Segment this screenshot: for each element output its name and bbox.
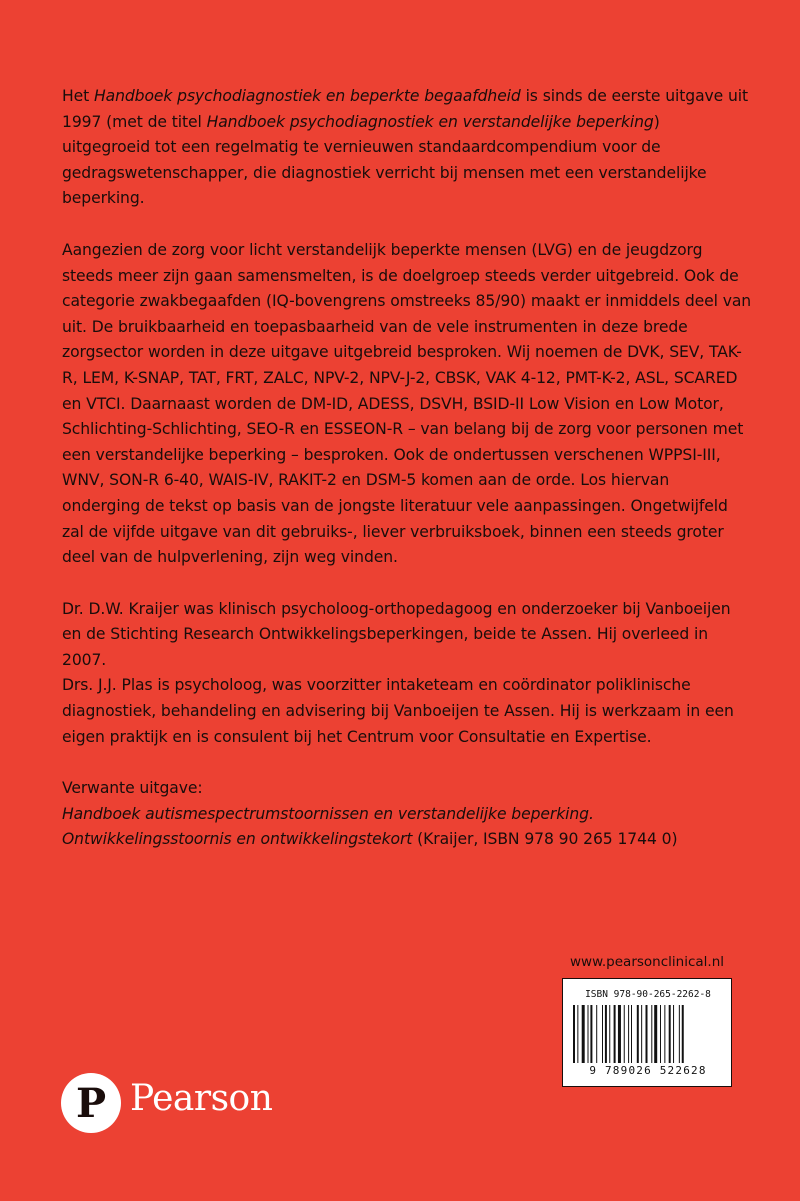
intro-text-c: ) uitgegroeid tot een regelmatig te vernieuwen standaardcompendium voor de gedragswetenschapper, die diagnostiek verricht bij mensen met een verstandelijke beperking. [62,112,707,208]
publisher-name: Pearson [130,1078,273,1119]
back-cover-text [62,84,752,879]
barcode-bar [624,1005,625,1063]
related-title-line2: Ontwikkelingsstoornis en ontwikkelingstekort [62,830,413,849]
barcode-bar [614,1005,616,1063]
barcode-bar [664,1005,665,1063]
barcode-bar [609,1005,610,1063]
intro-paragraph-2: Aangezien de zorg voor licht verstandelijk beperkte mensen (LVG) en de jeugdzorg steeds meer zijn gaan samensmelten, is de doelgroep steeds verder uitgebreid. Ook de categorie zwakbegaafden (IQ-bovengrens omstreeks 85/90) maakt er inmiddels deel van uit. De bruikbaarheid en toepasbaarheid van de vele instrumenten in deze brede zorgsector worden in deze uitgave uitgebreid besproken. Wij noemen de DVK, SEV, TAK-R, LEM, K-SNAP, TAT, FRT, ZALC, NPV-2, NPV-J-2, CBSK, VAK 4-12, PMT-K-2, ASL, SCARED en VTCI. Daarnaast worden de DM-ID, ADESS, DSVH, BSID-II Low Vision en Low Motor, Schlichting-Schlichting, SEO-R en ESSEON-R – van belang bij de zorg voor personen met een verstandelijke beperking – besproken. Ook de ondertussen verschenen WPPSI-III, WNV, SON-R 6-40, WAIS-IV, RAKIT-2 en DSM-5 komen aan de orde. Los hiervan onderging de tekst op basis van de jongste literatuur vele aanpassingen. Ongetwijfeld zal de vijfde uitgave van dit gebruiks-, liever verbruiksboek, binnen een steeds groter deel van de hulpverlening, zijn weg vinden. [62,240,752,567]
author-bio-kraijer: Dr. D.W. Kraijer was klinisch psycholoog-orthopedagoog en onderzoeker bij Vanboeijen en de Stichting Research Ontwikkelingsbeperkingen, beide te Assen. Hij overleed in 2007. [62,599,731,669]
barcode-bar [654,1005,657,1063]
intro-text-a: Het [62,87,94,105]
publisher-website[interactable]: www.pearsonclinical.nl [570,954,724,970]
barcode-bar [682,1005,684,1063]
barcode-bar [646,1005,648,1063]
barcode-bar [596,1005,597,1063]
barcode-bar [590,1005,592,1063]
barcode-bar [679,1005,680,1063]
barcode-digits: 9 789026 522628 [589,1064,707,1077]
barcode-bar [582,1005,585,1063]
barcode-bars [573,1005,723,1063]
barcode-bar [588,1005,589,1063]
barcode-bar [573,1005,575,1063]
intro-paragraph-1 [62,84,752,212]
logo-letter: P [75,1080,107,1127]
isbn-label: ISBN 978-90-265-2262-8 [585,989,711,1000]
barcode-bar [651,1005,652,1063]
isbn-barcode [562,978,732,1087]
barcode-bar [669,1005,671,1063]
barcode-bar [618,1005,621,1063]
barcode-bar [631,1005,632,1063]
book-title-original: Handboek psychodiagnostiek en verstandelijke beperking [206,112,654,131]
related-title-line1: Handboek autismespectrumstoornissen en verstandelijke beperking. [62,804,594,823]
author-bio-plas: Drs. J.J. Plas is psycholoog, was voorzitter intaketeam en coördinator poliklinische diagnostiek, behandeling en advisering bij Vanboeijen te Assen. Hij is werkzaam in een eigen praktijk en is consulent bij het Centrum voor Consultatie en Expertise. [62,676,734,746]
barcode-bar [628,1005,629,1063]
barcode-bar [637,1005,639,1063]
barcode-bar [602,1005,603,1063]
barcode-bar [577,1005,578,1063]
barcode-bar [660,1005,661,1063]
intro-text-b: is sinds de eerste uitgave uit 1997 (met de titel [62,87,749,131]
barcode-bar [641,1005,642,1063]
barcode-bar [605,1005,607,1063]
pearson-logo-icon [60,1072,122,1134]
book-title-current: Handboek psychodiagnostiek en beperkte begaafdheid [94,87,521,105]
related-details: (Kraijer, ISBN 978 90 265 1744 0) [412,830,678,849]
related-publication [62,776,752,853]
related-heading: Verwante uitgave: [62,779,203,798]
barcode-bar [673,1005,674,1063]
